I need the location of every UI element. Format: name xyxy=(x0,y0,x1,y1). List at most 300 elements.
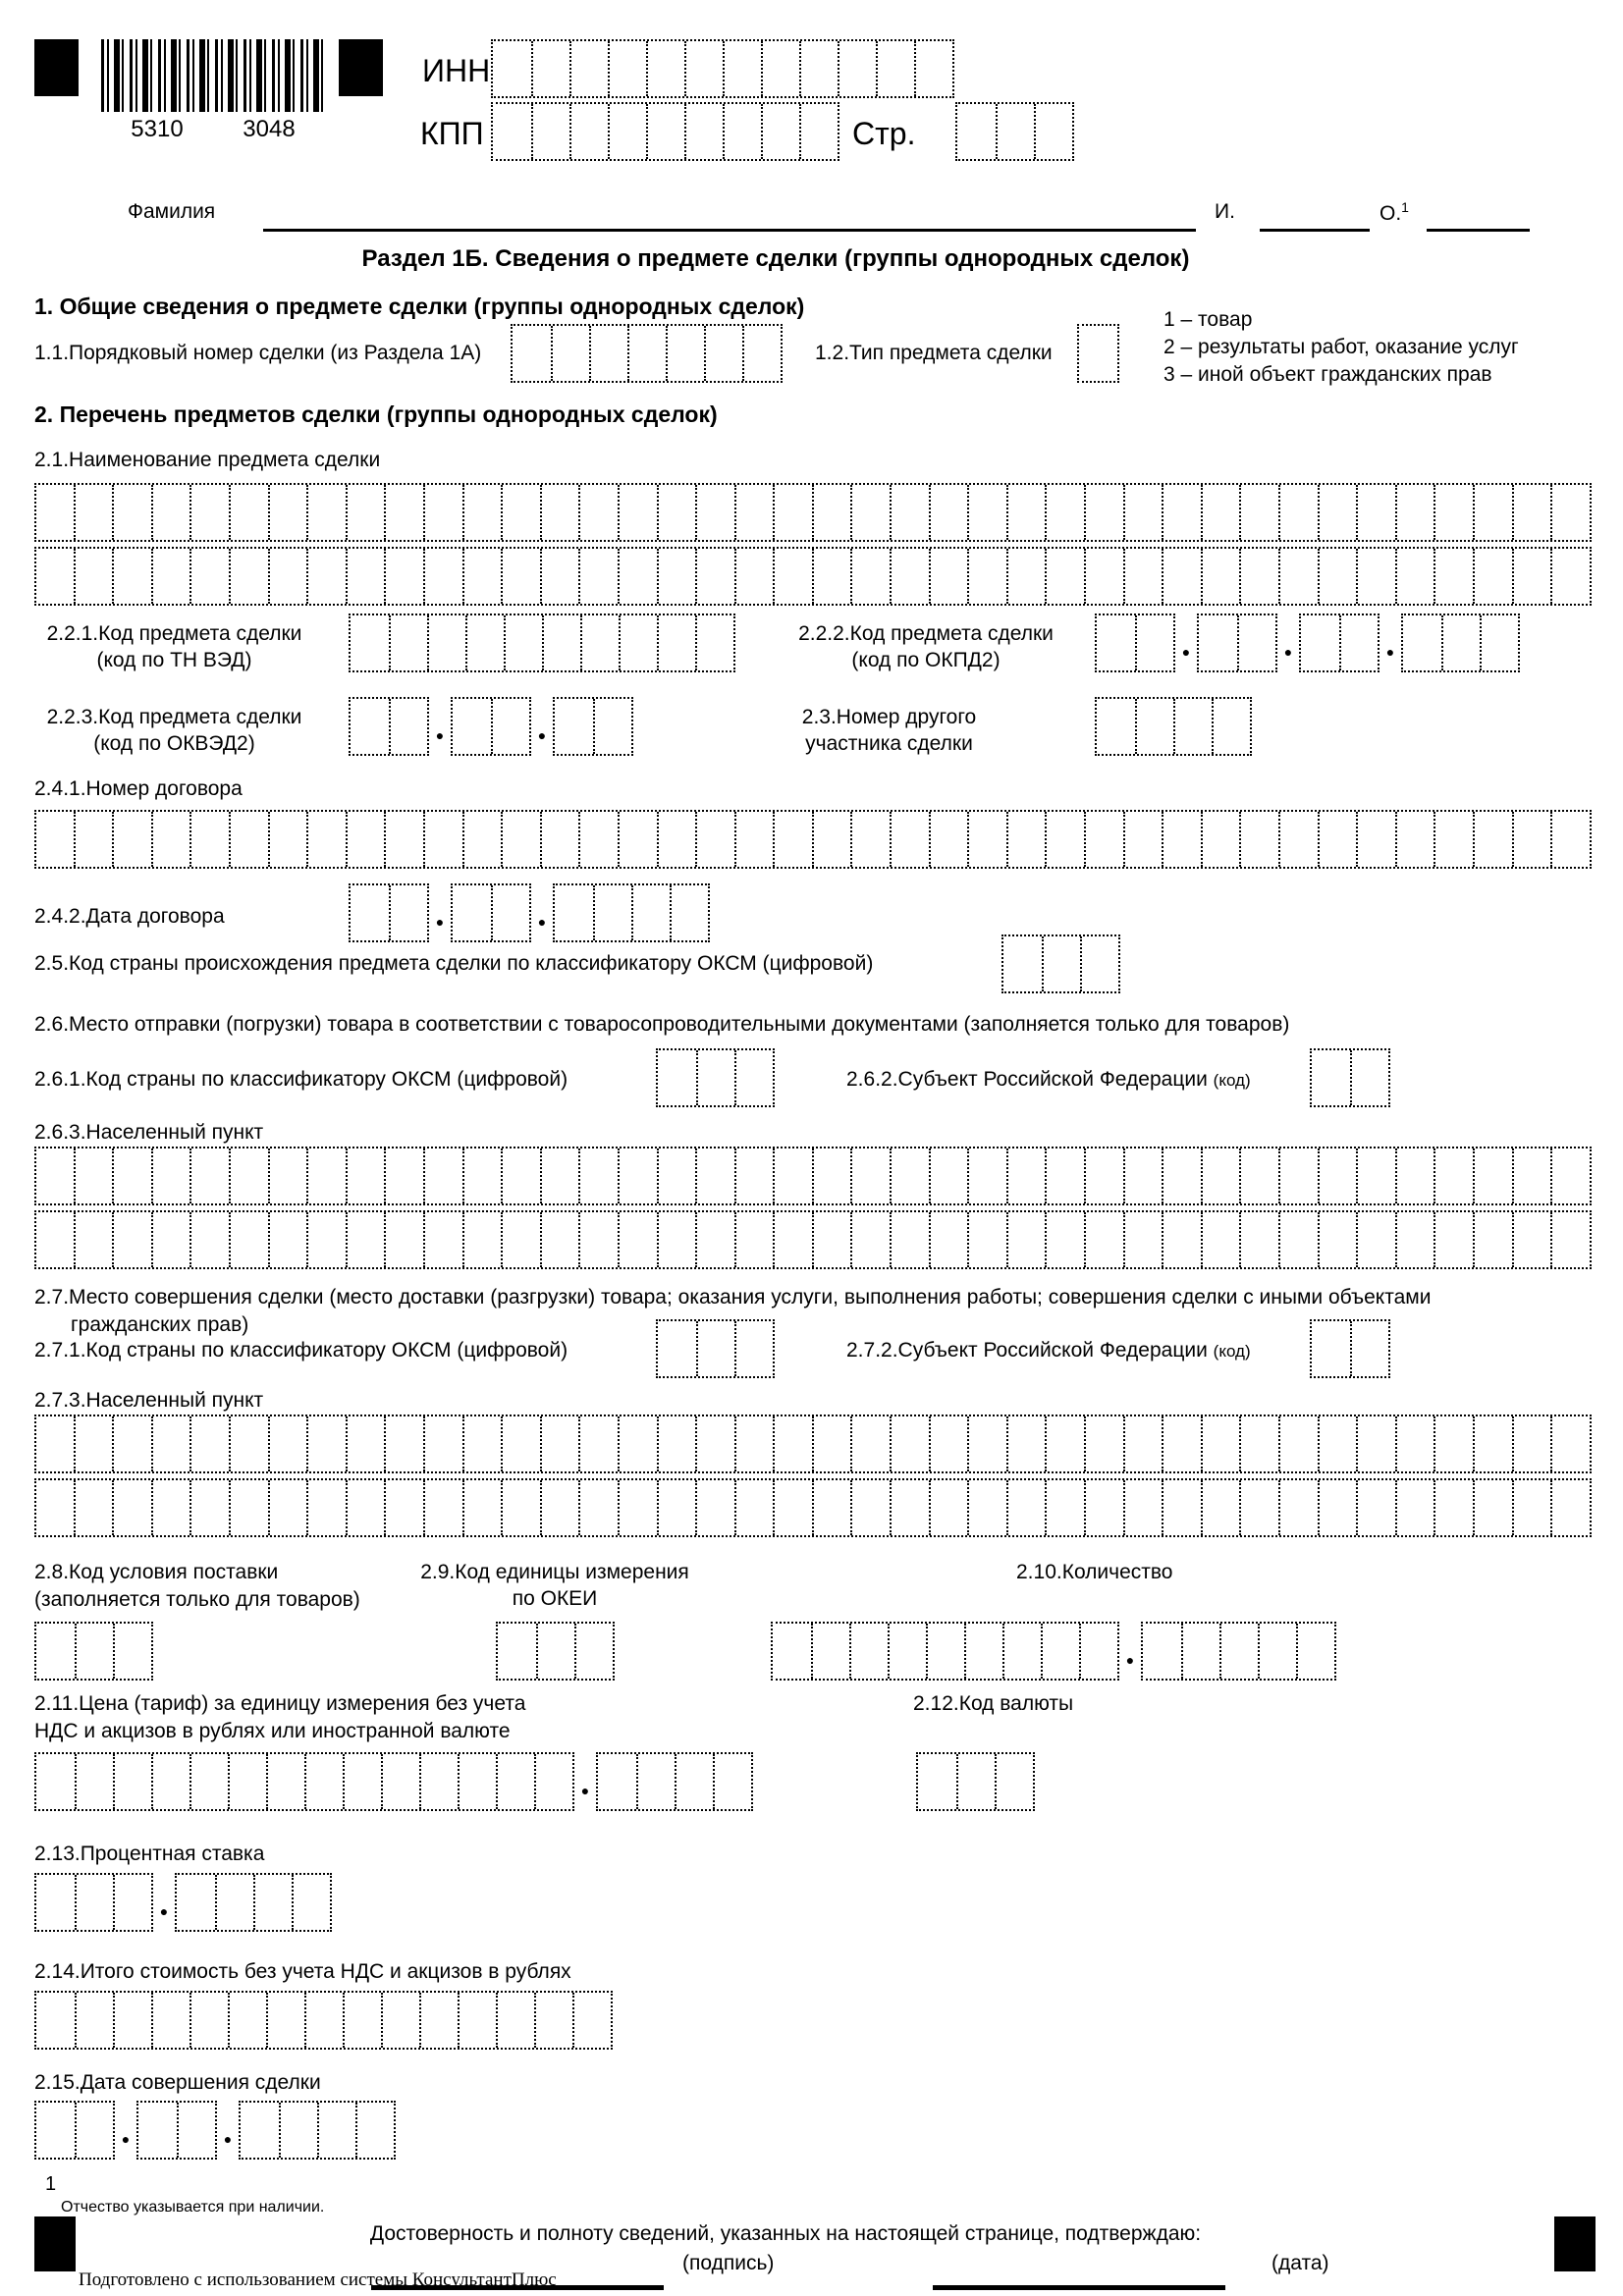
input-cell[interactable] xyxy=(555,885,593,940)
input-cell[interactable] xyxy=(542,615,580,670)
input-cell[interactable] xyxy=(734,1212,774,1267)
input-cell[interactable] xyxy=(112,1480,151,1535)
input-cell[interactable] xyxy=(696,1050,734,1105)
input-cell[interactable] xyxy=(723,104,761,159)
input-cell[interactable] xyxy=(619,615,657,670)
input-cell[interactable] xyxy=(74,485,113,540)
input-cell[interactable] xyxy=(1512,812,1551,867)
input-cell[interactable] xyxy=(151,1754,189,1809)
input-cell[interactable] xyxy=(675,1754,713,1809)
input-cell[interactable] xyxy=(1512,549,1551,604)
input-cell[interactable] xyxy=(462,1416,502,1471)
input-cell[interactable] xyxy=(491,885,529,940)
input-cell[interactable] xyxy=(540,812,579,867)
input-cell[interactable] xyxy=(423,1416,462,1471)
input-cell[interactable] xyxy=(695,549,734,604)
input-cell[interactable] xyxy=(918,1754,956,1809)
input-cell[interactable] xyxy=(929,1212,968,1267)
input-cell[interactable] xyxy=(346,1148,385,1203)
input-cell[interactable] xyxy=(1434,1212,1473,1267)
input-cell[interactable] xyxy=(1356,1148,1395,1203)
input-cell[interactable] xyxy=(1550,1480,1590,1535)
input-cell[interactable] xyxy=(967,485,1006,540)
input-cell[interactable] xyxy=(734,1480,774,1535)
input-cell[interactable] xyxy=(540,1480,579,1535)
input-cell[interactable] xyxy=(569,41,608,96)
input-cell[interactable] xyxy=(1395,812,1434,867)
input-cell[interactable] xyxy=(551,326,589,381)
input-cell[interactable] xyxy=(695,1148,734,1203)
input-cell[interactable] xyxy=(1512,1416,1551,1471)
input-cell[interactable] xyxy=(419,1993,458,2048)
input-cell[interactable] xyxy=(850,812,890,867)
input-cell[interactable] xyxy=(1143,1624,1181,1679)
input-cell[interactable] xyxy=(253,1875,292,1930)
input-cell[interactable] xyxy=(113,1993,151,2048)
input-cell[interactable] xyxy=(888,1624,926,1679)
input-cell[interactable] xyxy=(36,1993,75,2048)
input-cell[interactable] xyxy=(890,549,929,604)
input-cell[interactable] xyxy=(1003,936,1042,991)
input-cell[interactable] xyxy=(381,1993,419,2048)
input-cell[interactable] xyxy=(1173,699,1212,754)
input-cell[interactable] xyxy=(578,549,618,604)
input-cell[interactable] xyxy=(1162,549,1201,604)
input-cell[interactable] xyxy=(1550,485,1590,540)
input-cell[interactable] xyxy=(189,1993,228,2048)
input-cell[interactable] xyxy=(578,812,618,867)
input-cell[interactable] xyxy=(761,41,799,96)
input-cell[interactable] xyxy=(531,41,569,96)
input-cell[interactable] xyxy=(1318,812,1357,867)
input-cell[interactable] xyxy=(112,549,151,604)
input-cell[interactable] xyxy=(964,1624,1002,1679)
input-cell[interactable] xyxy=(593,699,631,754)
input-cell[interactable] xyxy=(1395,1480,1434,1535)
input-cell[interactable] xyxy=(496,1754,534,1809)
input-cell[interactable] xyxy=(1441,615,1480,670)
input-cell[interactable] xyxy=(1201,1212,1240,1267)
input-cell[interactable] xyxy=(151,812,190,867)
input-cell[interactable] xyxy=(229,1480,268,1535)
input-cell[interactable] xyxy=(306,549,346,604)
input-cell[interactable] xyxy=(229,1148,268,1203)
input-cell[interactable] xyxy=(773,1212,812,1267)
input-cell[interactable] xyxy=(189,1754,228,1809)
input-cell[interactable] xyxy=(850,1148,890,1203)
input-cell[interactable] xyxy=(967,1212,1006,1267)
input-cell[interactable] xyxy=(151,1480,190,1535)
input-cell[interactable] xyxy=(578,1416,618,1471)
input-cell[interactable] xyxy=(229,485,268,540)
input-cell[interactable] xyxy=(1237,615,1275,670)
input-cell[interactable] xyxy=(773,485,812,540)
input-cell[interactable] xyxy=(266,1754,304,1809)
input-cell[interactable] xyxy=(343,1754,381,1809)
input-cell[interactable] xyxy=(1079,1624,1117,1679)
input-cell[interactable] xyxy=(355,2103,394,2158)
input-cell[interactable] xyxy=(695,1416,734,1471)
input-cell[interactable] xyxy=(657,1480,696,1535)
input-cell[interactable] xyxy=(346,1416,385,1471)
input-cell[interactable] xyxy=(1434,485,1473,540)
input-cell[interactable] xyxy=(761,104,799,159)
input-cell[interactable] xyxy=(618,1480,657,1535)
input-cell[interactable] xyxy=(496,1993,534,2048)
input-cell[interactable] xyxy=(695,485,734,540)
input-cell[interactable] xyxy=(36,1416,74,1471)
input-cell[interactable] xyxy=(996,104,1034,159)
input-cell[interactable] xyxy=(1042,936,1080,991)
input-cell[interactable] xyxy=(704,326,742,381)
input-cell[interactable] xyxy=(74,549,113,604)
input-cell[interactable] xyxy=(458,1993,496,2048)
input-cell[interactable] xyxy=(1350,1321,1388,1376)
input-cell[interactable] xyxy=(627,326,666,381)
input-cell[interactable] xyxy=(229,1416,268,1471)
input-cell[interactable] xyxy=(1296,1624,1334,1679)
input-cell[interactable] xyxy=(189,1416,229,1471)
input-cell[interactable] xyxy=(1356,812,1395,867)
input-cell[interactable] xyxy=(268,1416,307,1471)
input-cell[interactable] xyxy=(1199,615,1237,670)
input-cell[interactable] xyxy=(268,812,307,867)
input-cell[interactable] xyxy=(306,1416,346,1471)
input-cell[interactable] xyxy=(268,1212,307,1267)
input-cell[interactable] xyxy=(112,1148,151,1203)
input-cell[interactable] xyxy=(967,812,1006,867)
input-cell[interactable] xyxy=(1395,1148,1434,1203)
input-cell[interactable] xyxy=(1434,812,1473,867)
input-cell[interactable] xyxy=(501,1480,540,1535)
input-cell[interactable] xyxy=(1201,549,1240,604)
input-cell[interactable] xyxy=(773,1480,812,1535)
input-cell[interactable] xyxy=(646,41,684,96)
input-cell[interactable] xyxy=(75,1993,113,2048)
input-cell[interactable] xyxy=(670,885,708,940)
input-cell[interactable] xyxy=(1350,1050,1388,1105)
input-cell[interactable] xyxy=(1403,615,1441,670)
input-cell[interactable] xyxy=(501,1416,540,1471)
input-cell[interactable] xyxy=(1097,615,1135,670)
input-cell[interactable] xyxy=(306,1148,346,1203)
input-cell[interactable] xyxy=(36,1148,74,1203)
input-cell[interactable] xyxy=(462,1480,502,1535)
input-cell[interactable] xyxy=(540,1212,579,1267)
input-cell[interactable] xyxy=(351,615,389,670)
input-cell[interactable] xyxy=(929,485,968,540)
input-cell[interactable] xyxy=(74,1148,113,1203)
input-cell[interactable] xyxy=(531,104,569,159)
input-cell[interactable] xyxy=(229,549,268,604)
input-cell[interactable] xyxy=(292,1875,330,1930)
input-cell[interactable] xyxy=(1512,1148,1551,1203)
input-cell[interactable] xyxy=(890,1416,929,1471)
input-cell[interactable] xyxy=(1550,549,1590,604)
input-cell[interactable] xyxy=(838,41,876,96)
input-cell[interactable] xyxy=(812,1148,851,1203)
input-cell[interactable] xyxy=(540,1416,579,1471)
input-cell[interactable] xyxy=(534,1754,572,1809)
input-cell[interactable] xyxy=(890,1212,929,1267)
input-cell[interactable] xyxy=(1278,812,1318,867)
input-cell[interactable] xyxy=(1278,1480,1318,1535)
input-cell[interactable] xyxy=(1201,1148,1240,1203)
input-cell[interactable] xyxy=(618,812,657,867)
input-cell[interactable] xyxy=(914,41,952,96)
input-cell[interactable] xyxy=(734,812,774,867)
input-cell[interactable] xyxy=(926,1624,964,1679)
input-cell[interactable] xyxy=(811,1624,849,1679)
input-cell[interactable] xyxy=(1318,485,1357,540)
input-cell[interactable] xyxy=(1123,1148,1163,1203)
input-cell[interactable] xyxy=(36,1754,75,1809)
input-cell[interactable] xyxy=(540,485,579,540)
input-cell[interactable] xyxy=(723,41,761,96)
input-cell[interactable] xyxy=(75,1624,113,1679)
input-cell[interactable] xyxy=(1123,1212,1163,1267)
input-cell[interactable] xyxy=(734,485,774,540)
input-cell[interactable] xyxy=(389,699,427,754)
input-cell[interactable] xyxy=(1356,1212,1395,1267)
input-cell[interactable] xyxy=(850,1416,890,1471)
input-cell[interactable] xyxy=(189,485,229,540)
input-cell[interactable] xyxy=(74,1212,113,1267)
input-cell[interactable] xyxy=(36,485,74,540)
input-cell[interactable] xyxy=(1162,812,1201,867)
input-cell[interactable] xyxy=(876,41,914,96)
input-cell[interactable] xyxy=(734,1148,774,1203)
input-cell[interactable] xyxy=(799,41,838,96)
input-cell[interactable] xyxy=(1045,485,1084,540)
input-cell[interactable] xyxy=(1550,1148,1590,1203)
input-cell[interactable] xyxy=(1434,1148,1473,1203)
input-cell[interactable] xyxy=(1045,1416,1084,1471)
input-cell[interactable] xyxy=(1356,1480,1395,1535)
input-cell[interactable] xyxy=(1550,812,1590,867)
input-cell[interactable] xyxy=(1550,1212,1590,1267)
input-cell[interactable] xyxy=(578,1212,618,1267)
input-cell[interactable] xyxy=(929,1480,968,1535)
input-cell[interactable] xyxy=(384,812,423,867)
input-cell[interactable] xyxy=(423,1480,462,1535)
input-cell[interactable] xyxy=(389,615,427,670)
input-cell[interactable] xyxy=(1123,1416,1163,1471)
input-cell[interactable] xyxy=(850,549,890,604)
input-cell[interactable] xyxy=(1219,1624,1258,1679)
input-cell[interactable] xyxy=(967,1480,1006,1535)
input-cell[interactable] xyxy=(1084,1416,1123,1471)
input-cell[interactable] xyxy=(343,1993,381,2048)
input-cell[interactable] xyxy=(1239,485,1278,540)
input-cell[interactable] xyxy=(1181,1624,1219,1679)
input-cell[interactable] xyxy=(458,1754,496,1809)
input-cell[interactable] xyxy=(657,485,696,540)
input-cell[interactable] xyxy=(453,699,491,754)
input-cell[interactable] xyxy=(1318,549,1357,604)
input-cell[interactable] xyxy=(241,2103,279,2158)
input-cell[interactable] xyxy=(346,549,385,604)
input-cell[interactable] xyxy=(742,326,781,381)
input-cell[interactable] xyxy=(462,1212,502,1267)
input-cell[interactable] xyxy=(268,1480,307,1535)
input-cell[interactable] xyxy=(1473,1212,1512,1267)
input-cell[interactable] xyxy=(306,1212,346,1267)
input-cell[interactable] xyxy=(1002,1624,1041,1679)
input-cell[interactable] xyxy=(384,485,423,540)
input-cell[interactable] xyxy=(657,549,696,604)
input-cell[interactable] xyxy=(812,1212,851,1267)
input-cell[interactable] xyxy=(113,1624,151,1679)
input-cell[interactable] xyxy=(636,1754,675,1809)
input-cell[interactable] xyxy=(113,1875,151,1930)
input-cell[interactable] xyxy=(1480,615,1518,670)
input-cell[interactable] xyxy=(995,1754,1033,1809)
input-cell[interactable] xyxy=(695,812,734,867)
input-cell[interactable] xyxy=(812,812,851,867)
first-initial-input-line[interactable] xyxy=(1260,199,1370,232)
input-cell[interactable] xyxy=(1045,1148,1084,1203)
input-cell[interactable] xyxy=(608,104,646,159)
input-cell[interactable] xyxy=(1034,104,1072,159)
input-cell[interactable] xyxy=(890,1480,929,1535)
input-cell[interactable] xyxy=(229,1212,268,1267)
input-cell[interactable] xyxy=(351,699,389,754)
input-cell[interactable] xyxy=(423,549,462,604)
input-cell[interactable] xyxy=(1006,1416,1046,1471)
input-cell[interactable] xyxy=(346,1212,385,1267)
input-cell[interactable] xyxy=(618,549,657,604)
input-cell[interactable] xyxy=(1084,1148,1123,1203)
input-cell[interactable] xyxy=(501,1212,540,1267)
input-cell[interactable] xyxy=(306,812,346,867)
input-cell[interactable] xyxy=(1201,812,1240,867)
input-cell[interactable] xyxy=(695,1212,734,1267)
input-cell[interactable] xyxy=(112,1416,151,1471)
input-cell[interactable] xyxy=(1301,615,1339,670)
input-cell[interactable] xyxy=(501,1148,540,1203)
input-cell[interactable] xyxy=(75,2103,113,2158)
input-cell[interactable] xyxy=(423,812,462,867)
input-cell[interactable] xyxy=(1006,549,1046,604)
input-cell[interactable] xyxy=(812,1416,851,1471)
input-cell[interactable] xyxy=(36,1624,75,1679)
input-cell[interactable] xyxy=(384,1480,423,1535)
input-cell[interactable] xyxy=(1512,485,1551,540)
input-cell[interactable] xyxy=(799,104,838,159)
input-cell[interactable] xyxy=(572,1993,611,2048)
input-cell[interactable] xyxy=(504,615,542,670)
input-cell[interactable] xyxy=(929,812,968,867)
input-cell[interactable] xyxy=(1080,936,1118,991)
input-cell[interactable] xyxy=(1512,1212,1551,1267)
input-cell[interactable] xyxy=(578,1148,618,1203)
input-cell[interactable] xyxy=(423,1212,462,1267)
input-cell[interactable] xyxy=(1006,1480,1046,1535)
input-cell[interactable] xyxy=(1473,812,1512,867)
input-cell[interactable] xyxy=(967,1148,1006,1203)
input-cell[interactable] xyxy=(306,1480,346,1535)
input-cell[interactable] xyxy=(684,41,723,96)
input-cell[interactable] xyxy=(695,1480,734,1535)
input-cell[interactable] xyxy=(75,1754,113,1809)
input-cell[interactable] xyxy=(850,485,890,540)
input-cell[interactable] xyxy=(598,1754,636,1809)
input-cell[interactable] xyxy=(419,1754,458,1809)
input-cell[interactable] xyxy=(1239,1212,1278,1267)
input-cell[interactable] xyxy=(462,549,502,604)
input-cell[interactable] xyxy=(618,1148,657,1203)
input-cell[interactable] xyxy=(1135,699,1173,754)
input-cell[interactable] xyxy=(658,1050,696,1105)
input-cell[interactable] xyxy=(112,812,151,867)
input-cell[interactable] xyxy=(1045,1212,1084,1267)
date-input-line[interactable] xyxy=(933,2264,1225,2290)
input-cell[interactable] xyxy=(1006,812,1046,867)
input-cell[interactable] xyxy=(189,1480,229,1535)
input-cell[interactable] xyxy=(1473,1480,1512,1535)
input-cell[interactable] xyxy=(713,1754,751,1809)
input-cell[interactable] xyxy=(498,1624,536,1679)
input-cell[interactable] xyxy=(578,485,618,540)
input-cell[interactable] xyxy=(501,485,540,540)
input-cell[interactable] xyxy=(189,1148,229,1203)
input-cell[interactable] xyxy=(462,485,502,540)
input-cell[interactable] xyxy=(734,1416,774,1471)
input-cell[interactable] xyxy=(1278,1148,1318,1203)
input-cell[interactable] xyxy=(36,2103,75,2158)
input-cell[interactable] xyxy=(229,812,268,867)
input-cell[interactable] xyxy=(1006,1212,1046,1267)
input-cell[interactable] xyxy=(177,2103,215,2158)
input-cell[interactable] xyxy=(1162,1480,1201,1535)
input-cell[interactable] xyxy=(1201,1416,1240,1471)
input-cell[interactable] xyxy=(1084,1212,1123,1267)
input-cell[interactable] xyxy=(1339,615,1378,670)
input-cell[interactable] xyxy=(351,885,389,940)
input-cell[interactable] xyxy=(1395,549,1434,604)
input-cell[interactable] xyxy=(593,885,631,940)
input-cell[interactable] xyxy=(1045,549,1084,604)
input-cell[interactable] xyxy=(536,1624,574,1679)
input-cell[interactable] xyxy=(1395,485,1434,540)
input-cell[interactable] xyxy=(1135,615,1173,670)
input-cell[interactable] xyxy=(812,549,851,604)
input-cell[interactable] xyxy=(215,1875,253,1930)
input-cell[interactable] xyxy=(279,2103,317,2158)
input-cell[interactable] xyxy=(1473,485,1512,540)
input-cell[interactable] xyxy=(658,1321,696,1376)
input-cell[interactable] xyxy=(1239,1480,1278,1535)
input-cell[interactable] xyxy=(384,1416,423,1471)
input-cell[interactable] xyxy=(1162,1416,1201,1471)
input-cell[interactable] xyxy=(608,41,646,96)
input-cell[interactable] xyxy=(1239,1416,1278,1471)
input-cell[interactable] xyxy=(346,1480,385,1535)
input-cell[interactable] xyxy=(956,1754,995,1809)
input-cell[interactable] xyxy=(929,549,968,604)
input-cell[interactable] xyxy=(929,1416,968,1471)
input-cell[interactable] xyxy=(1434,549,1473,604)
input-cell[interactable] xyxy=(1123,549,1163,604)
input-cell[interactable] xyxy=(1006,485,1046,540)
input-cell[interactable] xyxy=(646,104,684,159)
input-cell[interactable] xyxy=(384,1148,423,1203)
input-cell[interactable] xyxy=(534,1993,572,2048)
input-cell[interactable] xyxy=(151,1212,190,1267)
input-cell[interactable] xyxy=(151,1416,190,1471)
input-cell[interactable] xyxy=(1239,812,1278,867)
